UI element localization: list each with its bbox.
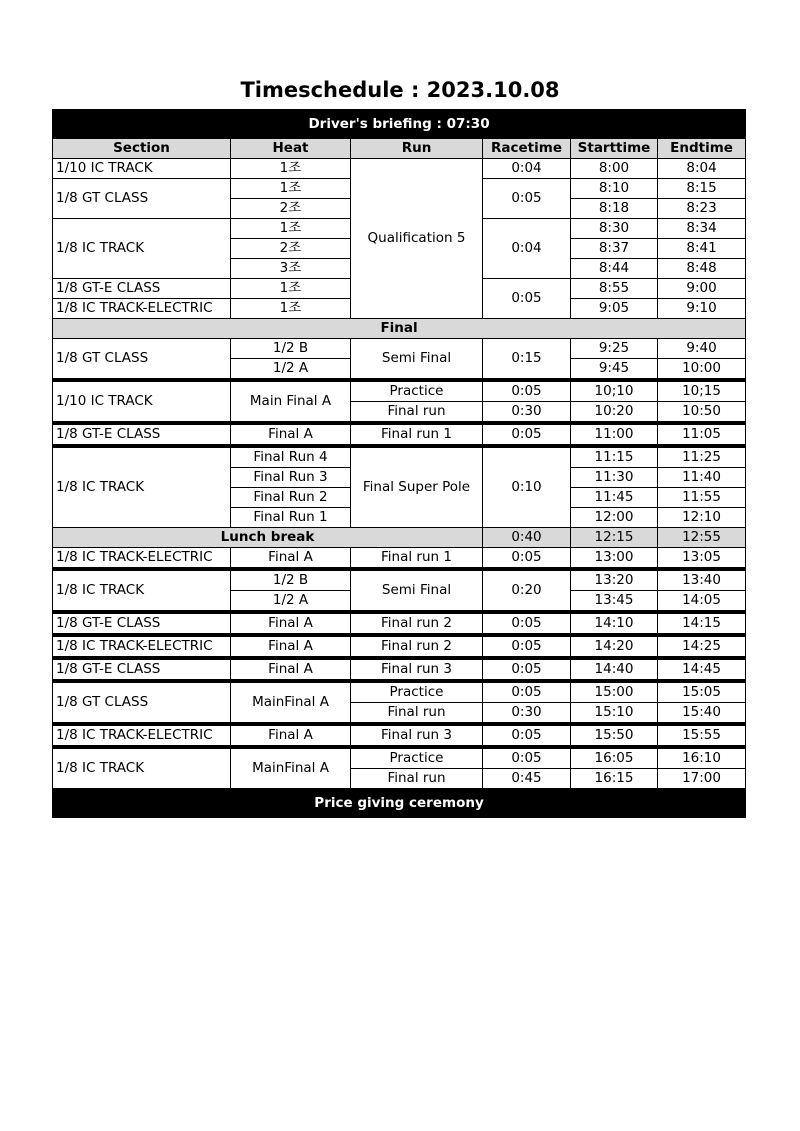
start-cell: 15:50: [571, 724, 658, 747]
end-cell: 15:55: [658, 724, 746, 747]
heat-cell: MainFinal A: [231, 681, 351, 724]
racetime-cell: 0:20: [483, 569, 571, 612]
racetime-cell: 0:05: [483, 548, 571, 570]
heat-cell: Final A: [231, 635, 351, 658]
start-cell: 8:44: [571, 259, 658, 279]
table-row: [53, 635, 746, 658]
end-cell: 8:48: [658, 259, 746, 279]
header-row: [53, 139, 746, 159]
start-cell: 14:40: [571, 658, 658, 681]
end-cell: 12:55: [658, 528, 746, 548]
heat-cell: Final Run 3: [231, 468, 351, 488]
end-cell: 11:05: [658, 423, 746, 446]
start-cell: 14:10: [571, 612, 658, 635]
start-cell: 12:00: [571, 508, 658, 528]
run-cell: Final run: [351, 703, 483, 725]
start-cell: 9:25: [571, 339, 658, 359]
start-cell: 11:45: [571, 488, 658, 508]
section-cell: 1/8 IC TRACK: [53, 219, 231, 279]
heat-cell: Final A: [231, 423, 351, 446]
racetime-cell: 0:15: [483, 339, 571, 381]
section-cell: 1/8 IC TRACK-ELECTRIC: [53, 724, 231, 747]
final-header-row: [53, 319, 746, 339]
end-cell: 8:23: [658, 199, 746, 219]
final-label: Final: [53, 319, 746, 339]
page-title: Timeschedule : 2023.10.08: [240, 78, 560, 102]
start-cell: 8:18: [571, 199, 658, 219]
run-cell: Practice: [351, 380, 483, 402]
table-row: [53, 339, 746, 359]
end-cell: 13:40: [658, 569, 746, 591]
racetime-cell: 0:40: [483, 528, 571, 548]
run-cell: Final run 1: [351, 423, 483, 446]
table-row: [53, 681, 746, 703]
ceremony-row: [53, 789, 746, 818]
section-cell: 1/10 IC TRACK: [53, 380, 231, 423]
run-cell: Qualification 5: [351, 159, 483, 319]
section-cell: 1/8 IC TRACK: [53, 446, 231, 528]
run-cell: Final run: [351, 402, 483, 424]
col-endtime: Endtime: [658, 139, 746, 159]
col-racetime: Racetime: [483, 139, 571, 159]
end-cell: 9:10: [658, 299, 746, 319]
end-cell: 8:34: [658, 219, 746, 239]
run-cell: Final run 3: [351, 724, 483, 747]
racetime-cell: 0:05: [483, 279, 571, 319]
end-cell: 14:05: [658, 591, 746, 613]
heat-cell: Final Run 1: [231, 508, 351, 528]
heat-cell: 1조: [231, 299, 351, 319]
heat-cell: 1/2 B: [231, 339, 351, 359]
end-cell: 9:00: [658, 279, 746, 299]
section-cell: 1/8 GT-E CLASS: [53, 423, 231, 446]
end-cell: 15:05: [658, 681, 746, 703]
lunch-row: [53, 528, 746, 548]
section-cell: 1/8 GT CLASS: [53, 681, 231, 724]
heat-cell: 1/2 A: [231, 591, 351, 613]
racetime-cell: 0:05: [483, 635, 571, 658]
section-cell: 1/8 IC TRACK: [53, 747, 231, 789]
end-cell: 14:15: [658, 612, 746, 635]
schedule-table: [52, 109, 746, 818]
col-run: Run: [351, 139, 483, 159]
end-cell: 13:05: [658, 548, 746, 570]
briefing-row: [53, 110, 746, 139]
table-row: [53, 423, 746, 446]
section-cell: 1/10 IC TRACK: [53, 159, 231, 179]
racetime-cell: 0:45: [483, 769, 571, 789]
table-row: [53, 724, 746, 747]
heat-cell: 1조: [231, 219, 351, 239]
start-cell: 10;10: [571, 380, 658, 402]
end-cell: 12:10: [658, 508, 746, 528]
section-cell: 1/8 GT-E CLASS: [53, 279, 231, 299]
heat-cell: Final A: [231, 612, 351, 635]
racetime-cell: 0:05: [483, 724, 571, 747]
heat-cell: Final A: [231, 658, 351, 681]
start-cell: 16:15: [571, 769, 658, 789]
section-cell: 1/8 GT-E CLASS: [53, 612, 231, 635]
heat-cell: Final Run 4: [231, 446, 351, 468]
end-cell: 8:15: [658, 179, 746, 199]
start-cell: 8:37: [571, 239, 658, 259]
heat-cell: 1조: [231, 279, 351, 299]
racetime-cell: 0:04: [483, 219, 571, 279]
ceremony-label: Price giving ceremony: [53, 789, 746, 818]
col-starttime: Starttime: [571, 139, 658, 159]
start-cell: 11:00: [571, 423, 658, 446]
racetime-cell: 0:05: [483, 612, 571, 635]
run-cell: Final run 3: [351, 658, 483, 681]
run-cell: Final run 2: [351, 612, 483, 635]
racetime-cell: 0:05: [483, 658, 571, 681]
section-cell: 1/8 GT CLASS: [53, 179, 231, 219]
start-cell: 8:30: [571, 219, 658, 239]
start-cell: 9:45: [571, 359, 658, 381]
section-cell: 1/8 IC TRACK-ELECTRIC: [53, 299, 231, 319]
briefing-label: Driver's briefing : 07:30: [53, 110, 746, 139]
start-cell: 9:05: [571, 299, 658, 319]
run-cell: Practice: [351, 681, 483, 703]
start-cell: 13:45: [571, 591, 658, 613]
run-cell: Final run 2: [351, 635, 483, 658]
start-cell: 8:00: [571, 159, 658, 179]
end-cell: 17:00: [658, 769, 746, 789]
racetime-cell: 0:10: [483, 446, 571, 528]
end-cell: 10:00: [658, 359, 746, 381]
end-cell: 11:25: [658, 446, 746, 468]
table-row: [53, 612, 746, 635]
end-cell: 8:04: [658, 159, 746, 179]
section-cell: 1/8 IC TRACK: [53, 569, 231, 612]
run-cell: Final run: [351, 769, 483, 789]
racetime-cell: 0:30: [483, 703, 571, 725]
heat-cell: MainFinal A: [231, 747, 351, 789]
run-cell: Semi Final: [351, 569, 483, 612]
start-cell: 13:20: [571, 569, 658, 591]
start-cell: 15:00: [571, 681, 658, 703]
section-cell: 1/8 IC TRACK-ELECTRIC: [53, 635, 231, 658]
heat-cell: 2조: [231, 199, 351, 219]
end-cell: 11:40: [658, 468, 746, 488]
start-cell: 13:00: [571, 548, 658, 570]
heat-cell: 2조: [231, 239, 351, 259]
start-cell: 16:05: [571, 747, 658, 769]
table-row: [53, 159, 746, 179]
heat-cell: 3조: [231, 259, 351, 279]
racetime-cell: 0:05: [483, 423, 571, 446]
end-cell: 8:41: [658, 239, 746, 259]
end-cell: 15:40: [658, 703, 746, 725]
table-row: [53, 380, 746, 402]
start-cell: 8:55: [571, 279, 658, 299]
start-cell: 11:15: [571, 446, 658, 468]
racetime-cell: 0:05: [483, 747, 571, 769]
start-cell: 11:30: [571, 468, 658, 488]
heat-cell: Final A: [231, 724, 351, 747]
table-row: [53, 446, 746, 468]
table-row: [53, 569, 746, 591]
lunch-label: Lunch break: [53, 528, 483, 548]
run-cell: Semi Final: [351, 339, 483, 381]
racetime-cell: 0:30: [483, 402, 571, 424]
start-cell: 15:10: [571, 703, 658, 725]
heat-cell: Final A: [231, 548, 351, 570]
end-cell: 10;15: [658, 380, 746, 402]
section-cell: 1/8 GT-E CLASS: [53, 658, 231, 681]
heat-cell: 1조: [231, 179, 351, 199]
heat-cell: 1/2 B: [231, 569, 351, 591]
end-cell: 16:10: [658, 747, 746, 769]
racetime-cell: 0:04: [483, 159, 571, 179]
heat-cell: Main Final A: [231, 380, 351, 423]
start-cell: 14:20: [571, 635, 658, 658]
run-cell: Final run 1: [351, 548, 483, 570]
end-cell: 11:55: [658, 488, 746, 508]
section-cell: 1/8 GT CLASS: [53, 339, 231, 381]
col-heat: Heat: [231, 139, 351, 159]
heat-cell: Final Run 2: [231, 488, 351, 508]
section-cell: 1/8 IC TRACK-ELECTRIC: [53, 548, 231, 570]
start-cell: 12:15: [571, 528, 658, 548]
table-row: [53, 658, 746, 681]
start-cell: 8:10: [571, 179, 658, 199]
col-section: Section: [53, 139, 231, 159]
run-cell: Final Super Pole: [351, 446, 483, 528]
racetime-cell: 0:05: [483, 380, 571, 402]
end-cell: 14:45: [658, 658, 746, 681]
racetime-cell: 0:05: [483, 681, 571, 703]
end-cell: 14:25: [658, 635, 746, 658]
end-cell: 10:50: [658, 402, 746, 424]
heat-cell: 1조: [231, 159, 351, 179]
racetime-cell: 0:05: [483, 179, 571, 219]
table-row: [53, 747, 746, 769]
end-cell: 9:40: [658, 339, 746, 359]
table-row: [53, 548, 746, 570]
run-cell: Practice: [351, 747, 483, 769]
heat-cell: 1/2 A: [231, 359, 351, 381]
start-cell: 10:20: [571, 402, 658, 424]
